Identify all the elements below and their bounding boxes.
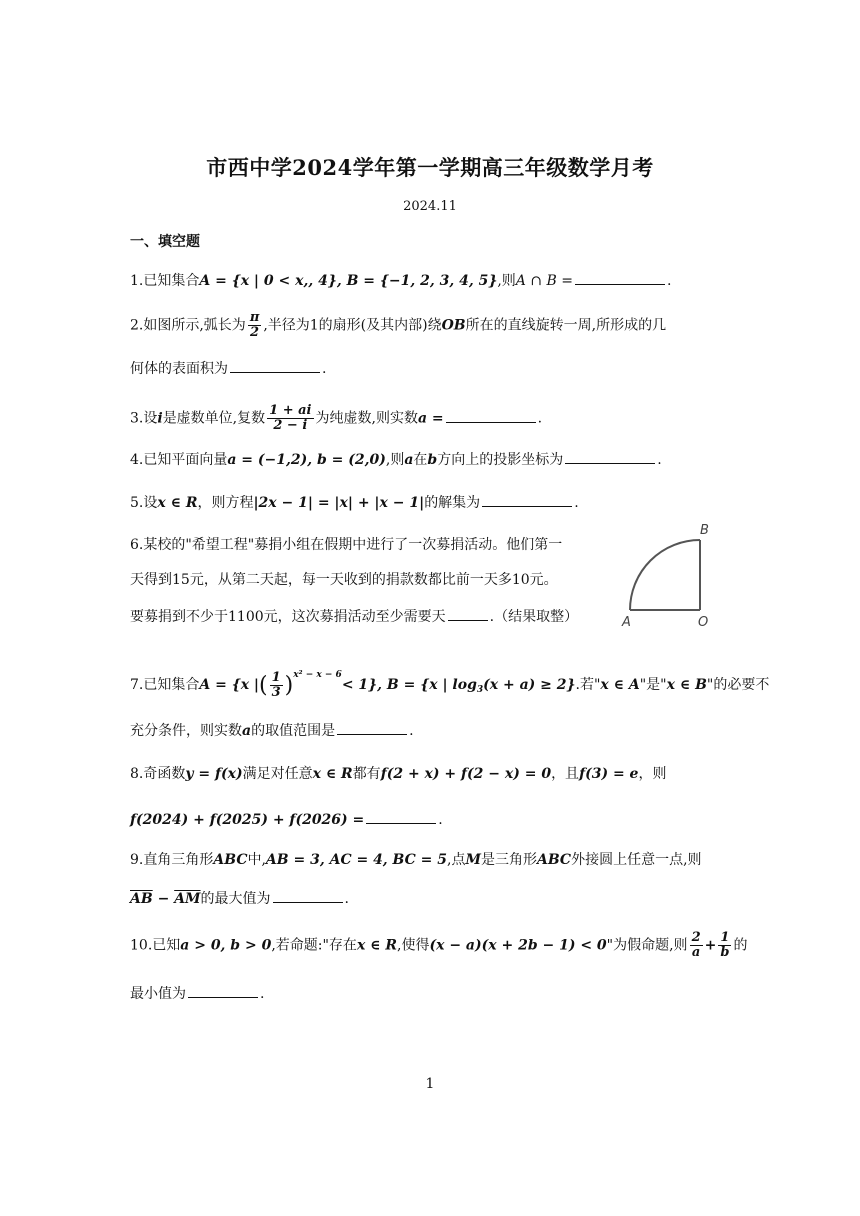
answer-blank <box>575 270 665 285</box>
exam-date: 2024.11 <box>403 199 457 214</box>
question-6-line-2: 天得到15元，从第二天起，每一天收到的捐款数都比前一天多10元。 <box>130 572 558 588</box>
question-9-line-2: $\overline{AB} - \overline{AM}$的最大值为 . <box>130 888 730 909</box>
question-7: 7.已知集合A = {x |( $\frac{1}{3}$ )$^{x^2 - x - 6}$< 1}, B = {x | $\log_3(x + a) \ge 2$}.若"x ∈ A"是"x ∈ B"的必要不 <box>130 669 770 700</box>
answer-blank <box>273 888 343 903</box>
question-4: 4.已知平面向量a = (−1,2), b = (2,0),则a在b方向上的投影坐标为 . <box>130 449 730 470</box>
question-10: 10.已知a > 0, b > 0,若命题:"存在x ∈ R,使得(x − a)(x + 2b − 1) < 0"为假命题,则 $\frac{2}{a}$ + $\frac{1}{b}$ 的 <box>130 930 748 960</box>
question-8: 8.奇函数y = f(x)满足对任意x ∈ R都有f(2 + x) + f(2 − x) = 0，且f(3) = e，则 <box>130 766 667 782</box>
question-2: 2.如图所示,弧长为 $\frac{\pi}{2}$ ,半径为1的扇形(及其内部)绕OB所在的直线旋转一周,所形成的几 <box>130 310 667 340</box>
exam-title: 市西中学2024学年第一学期高三年级数学月考 <box>206 155 654 180</box>
section-heading: 一、填空题 <box>130 234 200 250</box>
page-number: 1 <box>425 1076 435 1092</box>
question-3: 3.设i是虚数单位,复数 $\frac{1 + ai}{2 - i}$ 为纯虚数,则实数a = . <box>130 403 543 433</box>
label-o: O <box>698 615 709 630</box>
label-a: A <box>622 615 631 630</box>
question-8-line-2: f(2024) + f(2025) + f(2026) = . <box>130 809 730 830</box>
question-5: 5.设x ∈ R，则方程|2x − 1| = |x| + |x − 1|的解集为 . <box>130 492 730 513</box>
question-9: 9.直角三角形ABC中,AB = 3, AC = 4, BC = 5,点M是三角形ABC外接圆上任意一点,则 <box>130 852 702 868</box>
answer-blank <box>188 983 258 998</box>
answer-blank <box>446 408 536 423</box>
question-2-line-2: 何体的表面积为 . <box>130 358 730 379</box>
answer-blank <box>565 449 655 464</box>
label-b: B <box>700 523 709 538</box>
question-1: 1.已知集合A = {x | 0 < x,, 4}, B = {−1, 2, 3, 4, 5},则A ∩ B = . <box>130 270 730 291</box>
answer-blank <box>337 720 407 735</box>
answer-blank <box>448 606 488 621</box>
answer-blank <box>366 809 436 824</box>
sector-arc <box>630 540 700 610</box>
answer-blank <box>482 492 572 507</box>
answer-blank <box>230 358 320 373</box>
question-10-line-2: 最小值为 . <box>130 983 730 1004</box>
question-6: 6.某校的"希望工程"募捐小组在假期中进行了一次募捐活动。他们第一 <box>130 537 563 553</box>
question-7-line-2: 充分条件，则实数a的取值范围是 . <box>130 720 730 741</box>
sector-figure <box>610 520 720 630</box>
question-6-line-3: 要募捐到不少于1100元，这次募捐活动至少需要天 .（结果取整） <box>130 606 730 627</box>
